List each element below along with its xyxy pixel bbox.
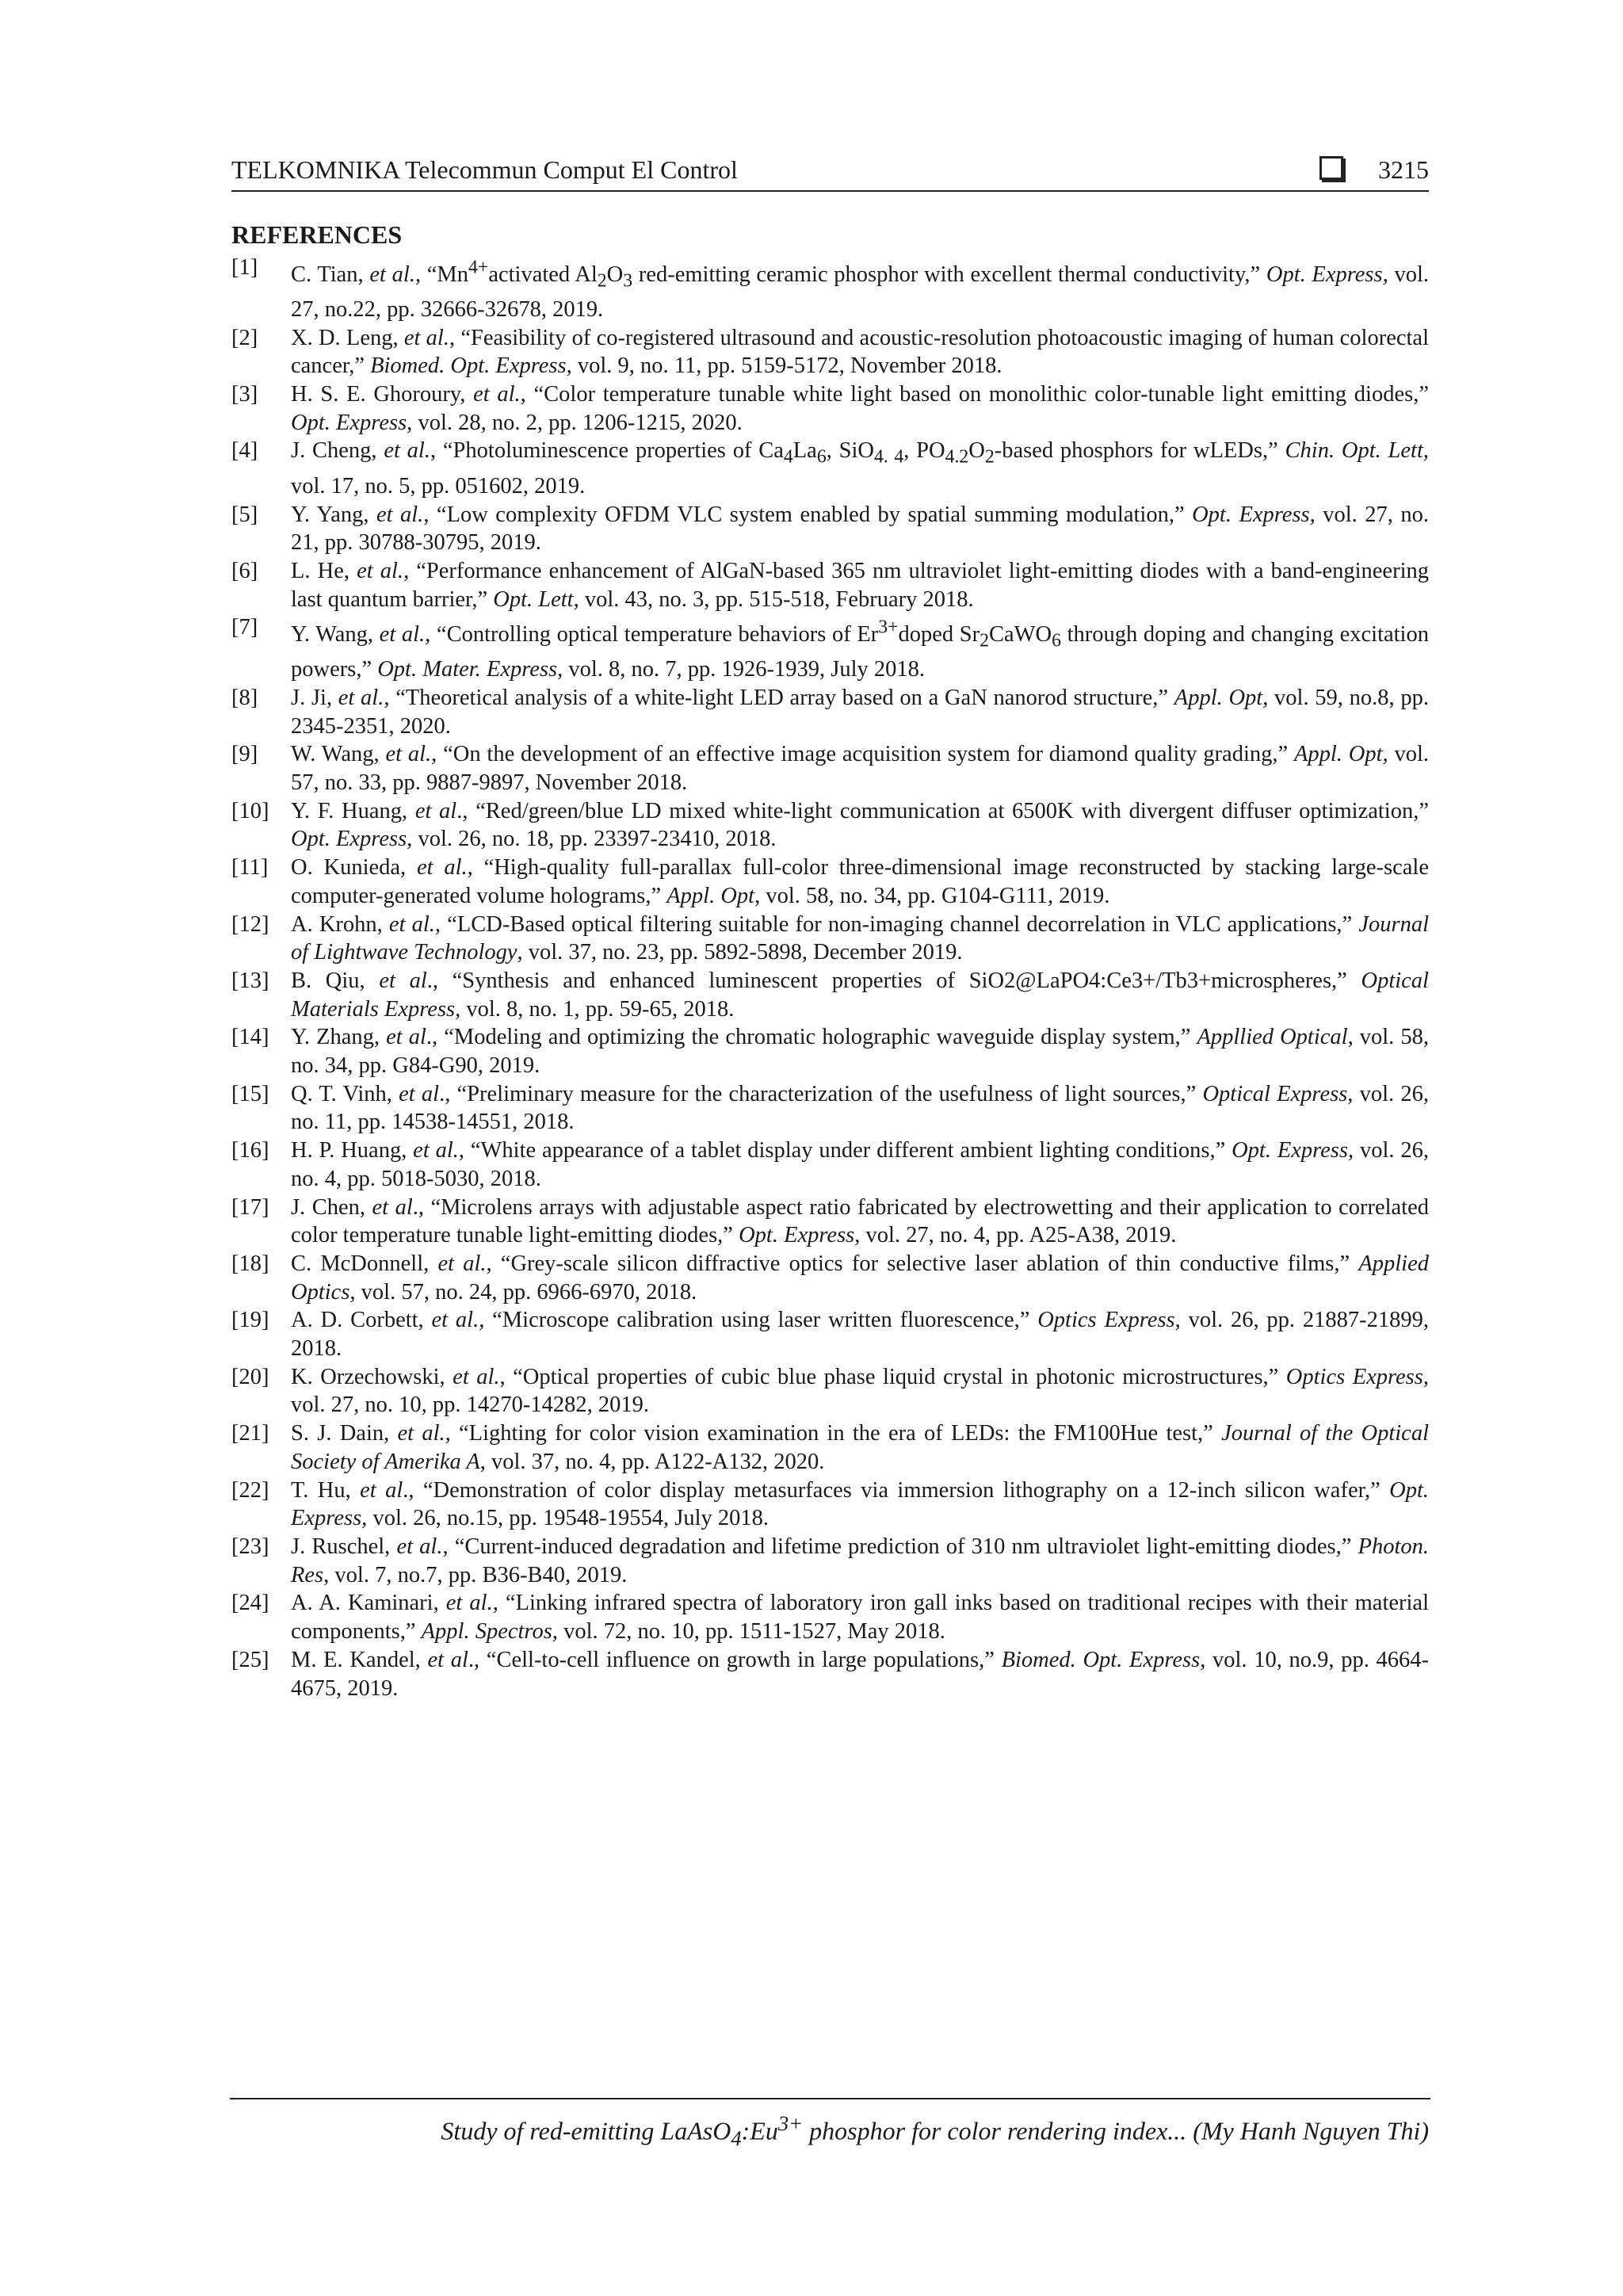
reference-number: [9] [231,742,258,767]
references-heading: REFERENCES [231,220,403,249]
square-bullet-icon [1319,156,1343,180]
reference-text: A. A. Kaminari, et al., “Linking infrared spectra of laboratory iron gall inks based on traditional recipes with their material components,” Appl. Spectros, vol. 72, no. 10, pp. 1511-1527, May 2018. [291,1591,1429,1645]
reference-item [231,1477,1429,1533]
journal-name: TELKOMNIKA Telecommun Comput El Control [231,155,738,184]
reference-text: T. Hu, et al., “Demonstration of color display metasurfaces via immersion lithography on a 12-inch silicon wafer,” Opt. Express, vol. 26, no.15, pp. 19548-19554, July 2018. [291,1477,1429,1531]
reference-item [231,557,1429,613]
reference-item [231,324,1429,380]
reference-item [231,1363,1429,1419]
reference-item [231,967,1429,1023]
reference-item [231,501,1429,557]
reference-item [231,1194,1429,1250]
reference-text: C. McDonnell, et al., “Grey-scale silicon diffractive optics for selective laser ablation of thin conductive films,” Applied Optics, vol. 57, no. 24, pp. 6966-6970, 2018. [291,1251,1429,1305]
reference-item [231,1589,1429,1645]
page-number: 3215 [1378,155,1429,184]
reference-item [231,1646,1429,1702]
reference-number: [17] [231,1194,269,1220]
reference-text: A. D. Corbett, et al., “Microscope calibration using laser written fluorescence,” Optics Express, vol. 26, pp. 21887-21899, 2018. [291,1308,1429,1362]
reference-number: [15] [231,1081,269,1106]
reference-text: J. Cheng, et al., “Photoluminescence properties of $Ca_4La_6$, SiO$_{4. 4}$, $PO_{4.2}O_2$-based phosphors for wLEDs,” Chin. Opt. Lett, vol. 17, no. 5, pp. 051602, 2019. [291,438,1429,499]
reference-item [231,797,1429,854]
reference-text: W. Wang, et al., “On the development of an effective image acquisition system for diamond quality grading,” Appl. Opt, vol. 57, no. 33, pp. 9887-9897, November 2018. [291,742,1430,796]
reference-item [231,613,1429,684]
reference-text: Y. Wang, et al., “Controlling optical temperature behaviors of $Er^{3+}doped$ $Sr_2CaWO_6$ through doping and changing excitation powers,” Opt. Mater. Express, vol. 8, no. 7, pp. 1926-1939, July 2018. [291,617,1429,682]
reference-text: O. Kunieda, et al., “High-quality full-parallax full-color three-dimensional image reconstructed by stacking large-scale computer-generated volume holograms,” Appl. Opt, vol. 58, no. 34, pp. G104-G111, 2019. [291,855,1429,908]
reference-text: X. D. Leng, et al., “Feasibility of co-registered ultrasound and acoustic-resolution photoacoustic imaging of human colorectal cancer,” Biomed. Opt. Express, vol. 9, no. 11, pp. 5159-5172, November 2018. [291,325,1429,379]
reference-number: [16] [231,1138,269,1163]
reference-number: [25] [231,1647,269,1672]
reference-text: Y. Zhang, et al., “Modeling and optimizing the chromatic holographic waveguide display system,” Appllied Optical, vol. 58, no. 34, pp. G84-G90, 2019. [291,1025,1429,1079]
reference-text: A. Krohn, et al., “LCD-Based optical filtering suitable for non-imaging channel decorrelation in VLC applications,” Journal of Lightwave Technology, vol. 37, no. 23, pp. 5892-5898, December 2019. [291,911,1430,965]
footer-rule [230,2098,1430,2099]
reference-item [231,911,1429,967]
reference-text: H. P. Huang, et al., “White appearance of a tablet display under different ambient lighting conditions,” Opt. Express, vol. 26, no. 4, pp. 5018-5030, 2018. [291,1138,1429,1191]
reference-number: [7] [231,615,258,640]
page-number-box [1319,155,1429,185]
reference-item [231,740,1429,797]
reference-item [231,380,1429,437]
reference-number: [13] [231,968,269,993]
reference-text: S. J. Dain, et al., “Lighting for color vision examination in the era of LEDs: the FM100Hue test,” Journal of the Optical Society of Amerika A, vol. 37, no. 4, pp. A122-A132, 2020. [291,1421,1429,1474]
reference-number: [18] [231,1251,269,1276]
reference-text: K. Orzechowski, et al., “Optical properties of cubic blue phase liquid crystal in photonic microstructures,” Optics Express, vol. 27, no. 10, pp. 14270-14282, 2019. [291,1364,1429,1418]
reference-item [231,1137,1429,1193]
reference-item [231,684,1429,740]
reference-text: M. E. Kandel, et al., “Cell-to-cell influence on growth in large populations,” Biomed. Opt. Express, vol. 10, no.9, pp. 4664-4675, 2019. [291,1647,1429,1701]
reference-text: H. S. E. Ghoroury, et al., “Color temperature tunable white light based on monolithic color-tunable light emitting diodes,” Opt. Express, vol. 28, no. 2, pp. 1206-1215, 2020. [291,382,1429,435]
reference-number: [11] [231,855,269,881]
reference-text: B. Qiu, et al., “Synthesis and enhanced luminescent properties of SiO2@LaPO4:Ce3+/Tb3+microspheres,” Optical Materials Express, vol. 8, no. 1, pp. 59-65, 2018. [291,968,1429,1022]
reference-text: L. He, et al., “Performance enhancement of AlGaN-based 365 nm ultraviolet light-emitting diodes with a band-engineering last quantum barrier,” Opt. Lett, vol. 43, no. 3, pp. 515-518, February 2018. [291,558,1429,612]
reference-text: C. Tian, et al., “$Mn^{4+}activated$ $Al_2O_3$ red-emitting ceramic phosphor with excellent thermal conductivity,” Opt. Express, vol. 27, no.22, pp. 32666-32678, 2019. [291,257,1429,322]
reference-number: [5] [231,502,258,527]
reference-number: [6] [231,558,258,583]
reference-number: [3] [231,382,258,407]
reference-text: Q. T. Vinh, et al., “Preliminary measure for the characterization of the usefulness of light sources,” Optical Express, vol. 26, no. 11, pp. 14538-14551, 2018. [291,1081,1430,1135]
reference-item [231,1250,1429,1306]
reference-item [231,1023,1429,1079]
reference-list [231,254,1429,1702]
reference-number: [8] [231,685,258,710]
reference-number: [1] [231,255,258,280]
running-header [231,155,1429,192]
reference-item [231,1080,1429,1137]
reference-item [231,854,1429,910]
reference-number: [10] [231,798,269,823]
reference-number: [22] [231,1477,269,1503]
reference-item [231,1533,1429,1589]
reference-text: J. Ji, et al., “Theoretical analysis of a white-light LED array based on a GaN nanorod structure,” Appl. Opt, vol. 59, no.8, pp. 2345-2351, 2020. [291,685,1429,739]
reference-item [231,437,1429,500]
reference-text: Y. Yang, et al., “Low complexity OFDM VLC system enabled by spatial summing modulation,” Opt. Express, vol. 27, no. 21, pp. 30788-30795, 2019. [291,502,1430,556]
reference-number: [4] [231,438,258,464]
reference-number: [14] [231,1025,269,1050]
reference-text: Y. F. Huang, et al., “Red/green/blue LD mixed white-light communication at 6500K with divergent diffuser optimization,” Opt. Express, vol. 26, no. 18, pp. 23397-23410, 2018. [291,798,1429,852]
reference-item [231,254,1429,324]
reference-item [231,1306,1429,1362]
reference-item [231,1419,1429,1476]
reference-number: [24] [231,1591,269,1616]
reference-number: [19] [231,1308,269,1333]
reference-text: J. Ruschel, et al., “Current-induced degradation and lifetime prediction of 310 nm ultraviolet light-emitting diodes,” Photon. Res, vol. 7, no.7, pp. B36-B40, 2019. [291,1534,1429,1587]
reference-text: J. Chen, et al., “Microlens arrays with adjustable aspect ratio fabricated by electrowetting and their application to correlated color temperature tunable light-emitting diodes,” Opt. Express, vol. 27, no. 4, pp. A25-A38, 2019. [291,1194,1429,1248]
reference-number: [21] [231,1421,269,1446]
reference-number: [20] [231,1364,269,1389]
reference-number: [23] [231,1534,269,1559]
reference-number: [12] [231,911,269,937]
running-footer: Study of red-emitting $LaAsO_4:Eu^{3+}$ phosphor for color rendering index... (My Hanh Nguyen Thi) [441,2111,1429,2151]
reference-number: [2] [231,325,258,350]
